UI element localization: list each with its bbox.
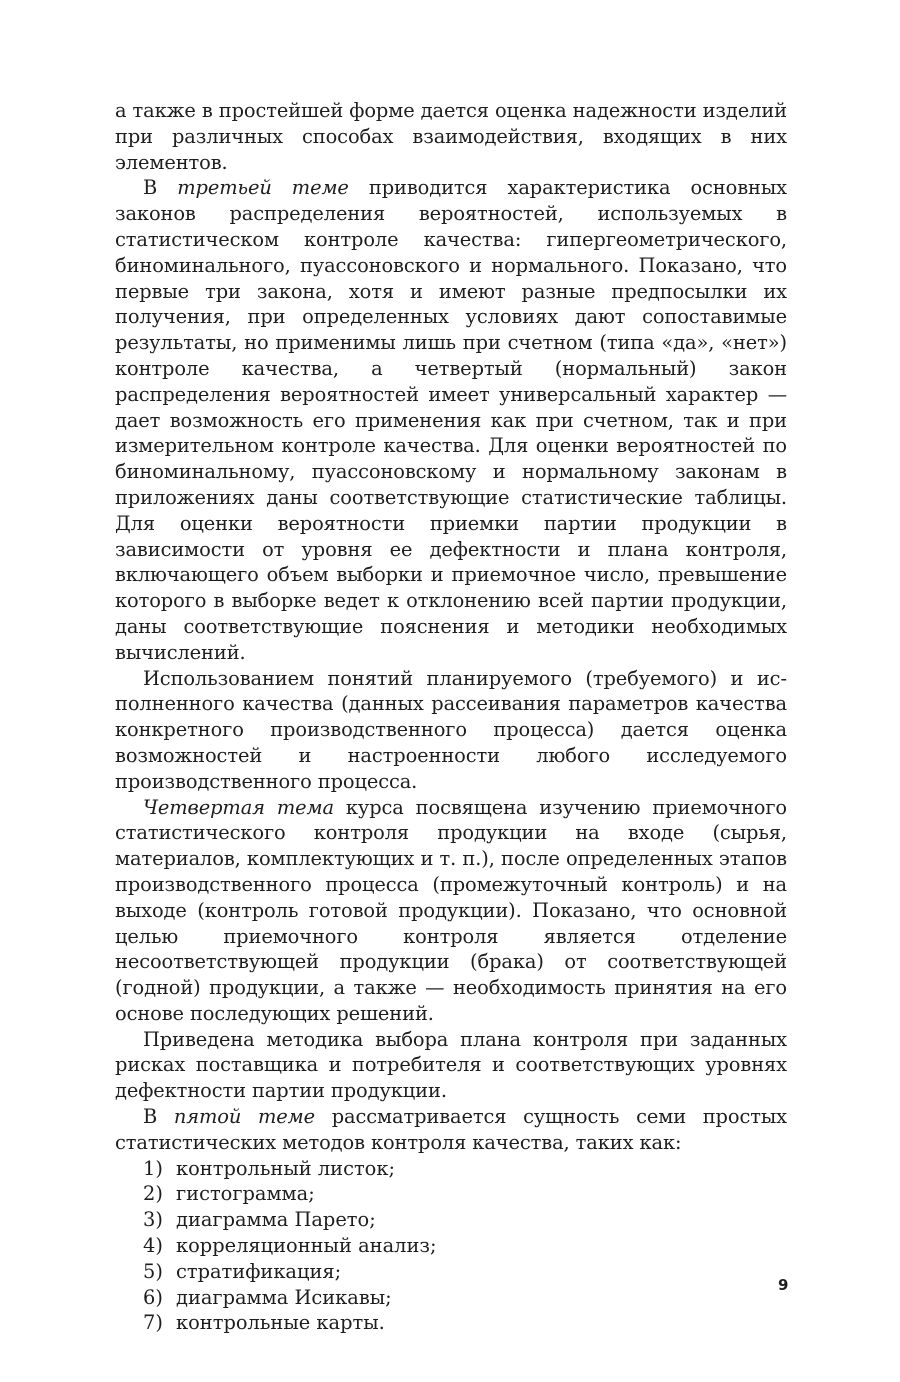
list-item-number: 4)	[143, 1234, 163, 1258]
page-number: 9	[778, 1276, 789, 1294]
list-item-number: 7)	[143, 1311, 163, 1335]
list-item	[115, 1259, 787, 1285]
topic-emphasis-third: третьей теме	[177, 176, 349, 200]
paragraph-fifth-topic-lead: В	[143, 1105, 174, 1129]
paragraph-fifth-topic	[115, 1104, 787, 1156]
list-item	[115, 1233, 787, 1259]
list-item	[115, 1207, 787, 1233]
topic-emphasis-fifth: пятой теме	[173, 1105, 315, 1129]
list-item-number: 1)	[143, 1156, 163, 1180]
paragraph-third-topic	[115, 175, 787, 665]
list-item-text: диаграмма Исикавы;	[176, 1285, 392, 1309]
paragraph-quality-capability: Использованием понятий планируемого (требуемого) и исполненного качества (данных рассеивания параметров качества конкретного производственного процесса) дается оценка возможностей и настроенности любого исследуемого производственного процесса.	[115, 666, 787, 793]
page-body	[115, 98, 787, 1336]
list-item	[115, 1310, 787, 1336]
list-item-number: 5)	[143, 1259, 163, 1283]
list-item-number: 6)	[143, 1285, 163, 1309]
paragraph-control-plan: Приведена методика выбора плана контроля при заданных рисках поставщика и потребителя и соответствующих уровнях дефектности партии продукции.	[115, 1027, 787, 1103]
list-item-number: 3)	[143, 1208, 163, 1232]
paragraph-third-topic-body: приводится характеристика основных законов распределения вероятностей, используемых в статистическом контроле качества: гипергеометрического, биноминального, пуассоновского и нормального. Показано, что первые три закона, хотя и имеют разные предпосылки их получения, при определенных условиях дают сопоставимые результаты, но применимы лишь при счетном (типа «да», «нет») контроле качества, а четвертый (нормальный) закон распределения вероятностей имеет универсальный характер — дает возможность его применения как при счетном, так и при измерительном контроле качества. Для оценки вероятностей по биноминальному, пуассоновскому и нормальному законам в приложениях даны соответствующие статистические таблицы. Для оценки вероятности приемки партии продукции в зависимости от уровня ее дефектности и плана контроля, включающего объем выборки и приемочное число, превышение которого в выборке ведет к отклонению всей партии продукции, даны соответствующие пояснения и методики необходимых вычислений.	[115, 176, 788, 664]
list-item	[115, 1181, 787, 1207]
list-item-text: гистограмма;	[176, 1182, 315, 1206]
list-item-text: диаграмма Парето;	[176, 1208, 376, 1232]
paragraph-fourth-topic-body: курса посвящена изучению приемочного статистического контроля продукции на входе (сырья, материалов, комплектующих и т. п.), после определенных этапов производственного процесса (промежуточный контроль) и на выходе (контроль готовой продукции). Показано, что основной целью приемочного контроля является отделение несоответствующей продукции (брака) от соответствующей (годной) продукции, а также — необходимость принятия на его основе последующих решений.	[115, 795, 788, 1025]
paragraph-fifth-topic-body: рассматривается сущность семи простых статистических методов контроля качества, таких как:	[115, 1105, 787, 1154]
list-item-number: 2)	[143, 1182, 163, 1206]
paragraph-third-topic-lead: В	[143, 176, 178, 200]
paragraph-intro-continuation: а также в простейшей форме дается оценка надежности изделий при различных способах взаимодействия, входящих в них элементов.	[115, 99, 787, 174]
list-item-text: контрольные карты.	[176, 1311, 385, 1335]
list-item-text: стратификация;	[176, 1259, 342, 1283]
topic-emphasis-fourth: Четвертая тема	[143, 795, 334, 819]
list-item-text: контрольный листок;	[176, 1156, 396, 1180]
list-item	[115, 1285, 787, 1311]
statistical-methods-list	[115, 1156, 787, 1337]
list-item	[115, 1156, 787, 1182]
list-item-text: корреляционный анализ;	[176, 1234, 437, 1258]
paragraph-fourth-topic	[115, 795, 787, 1027]
